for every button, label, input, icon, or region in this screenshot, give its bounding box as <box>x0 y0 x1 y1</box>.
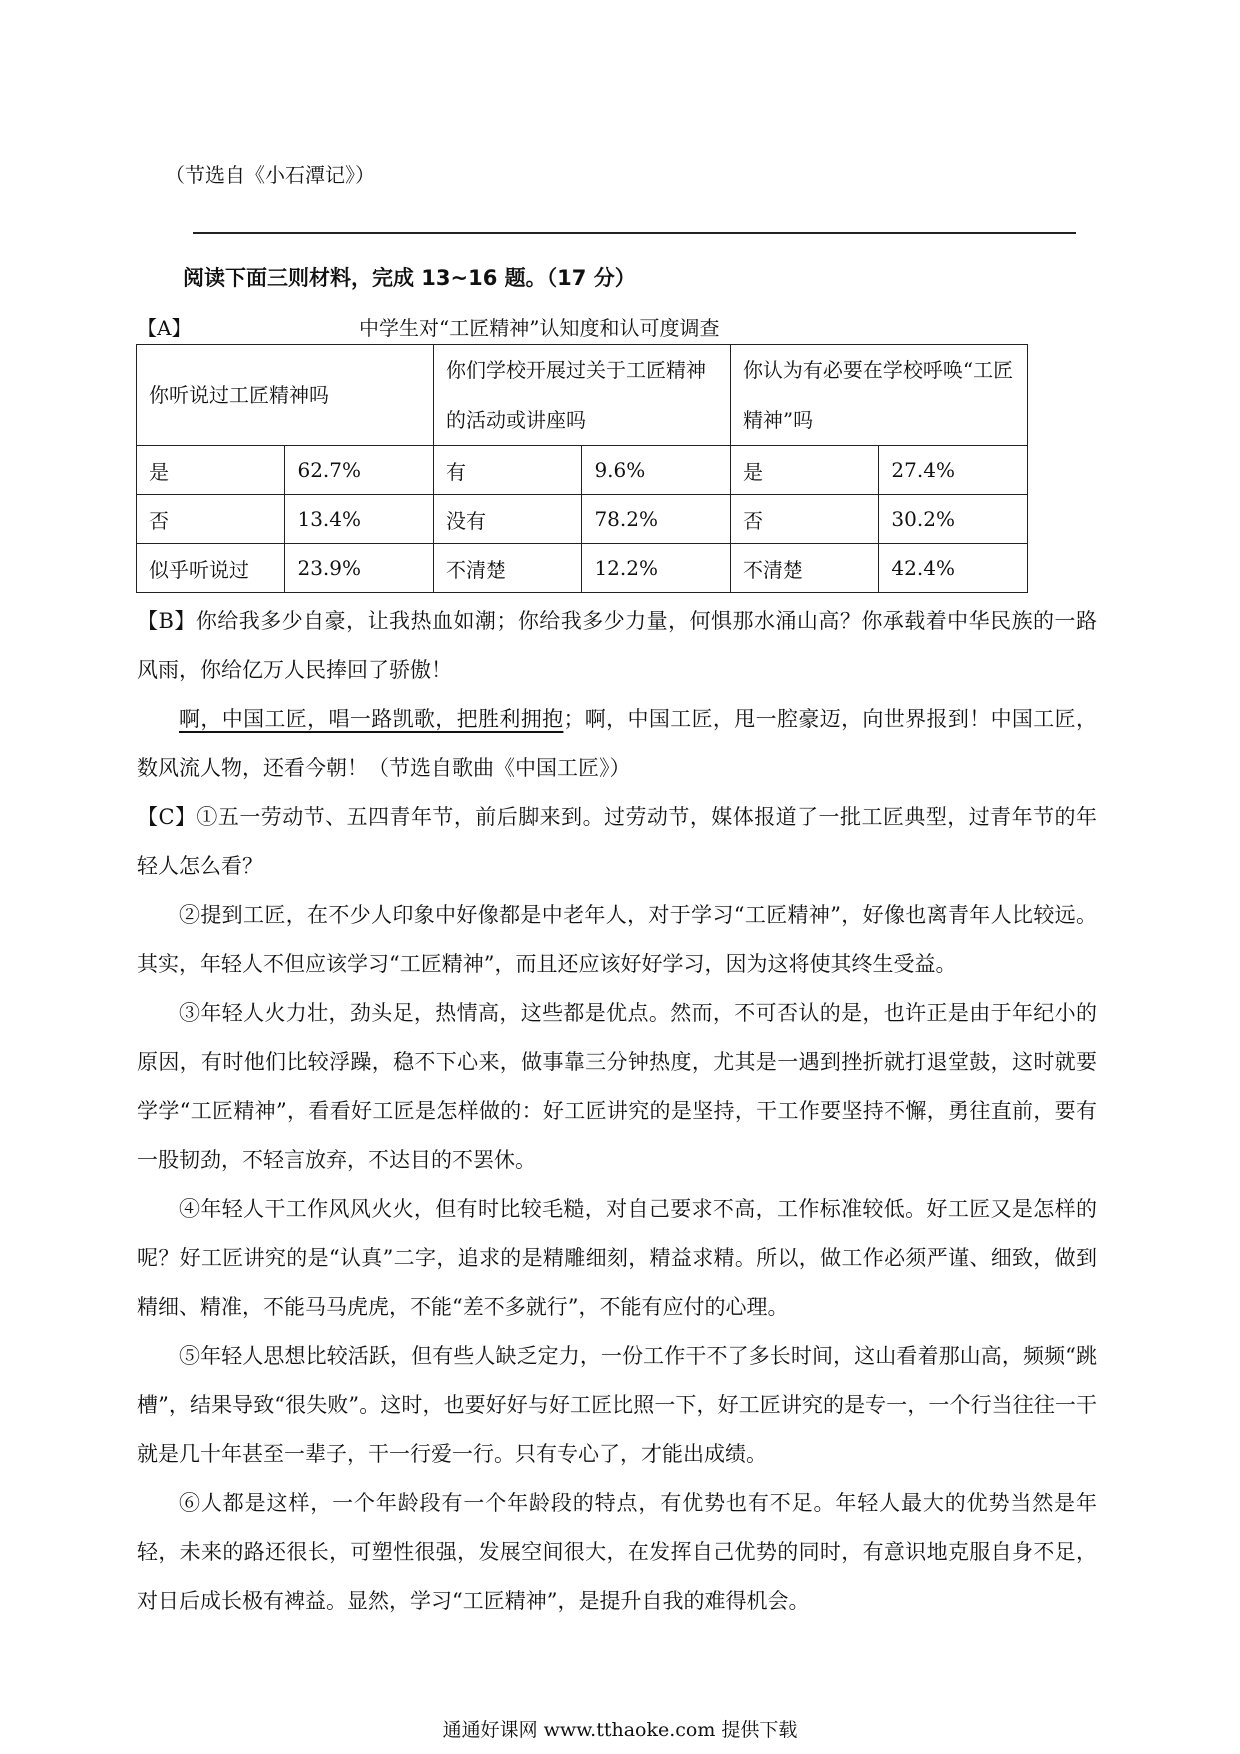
table-cell: 没有 <box>433 495 581 544</box>
table-cell: 27.4% <box>879 446 1028 495</box>
page-footer: 通通好课网 www.tthaoke.com 提供下载 <box>442 1719 798 1741</box>
material-c-paragraph-5: ⑤年轻人思想比较活跃，但有些人缺乏定力，一份工作干不了多长时间，这山看着那山高，频频“跳槽”，结果导致“很失败”。这时，也要好好与好工匠比照一下，好工匠讲究的是专一，一个行当往往一干就是几十年甚至一辈子，干一行爱一行。只有专心了，才能出成绩。 <box>137 1344 1097 1466</box>
question-instruction: 阅读下面三则材料，完成 13~16 题。（17 分） <box>183 266 636 290</box>
survey-header-row <box>137 345 1028 446</box>
table-cell: 有 <box>433 446 581 495</box>
table-cell: 不清楚 <box>433 544 581 593</box>
survey-header-cell: 你认为有必要在学校呼唤“工匠精神”吗 <box>730 345 1027 446</box>
material-c-paragraph-6: ⑥人都是这样，一个年龄段有一个年龄段的特点，有优势也有不足。年轻人最大的优势当然是年轻，未来的路还很长，可塑性很强，发展空间很大，在发挥自己优势的同时，有意识地克服自身不足，对日后成长极有裨益。显然，学习“工匠精神”，是提升自我的难得机会。 <box>137 1491 1097 1613</box>
survey-title: 中学生对“工匠精神”认知度和认可度调查 <box>359 316 720 340</box>
table-cell: 否 <box>730 495 878 544</box>
material-c <box>137 793 1097 1626</box>
table-cell: 不清楚 <box>730 544 878 593</box>
table-cell: 否 <box>137 495 285 544</box>
table-cell: 42.4% <box>879 544 1028 593</box>
material-b-paragraph-2 <box>137 695 1097 793</box>
material-c-paragraph-3: ③年轻人火力壮，劲头足，热情高，这些都是优点。然而，不可否认的是，也许正是由于年纪小的原因，有时他们比较浮躁，稳不下心来，做事靠三分钟热度，尤其是一遇到挫折就打退堂鼓，这时就要学学“工匠精神”，看看好工匠是怎样做的：好工匠讲究的是坚持，干工作要坚持不懈，勇往直前，要有一股韧劲，不轻言放弃，不达目的不罢休。 <box>137 1001 1097 1172</box>
table-row <box>137 495 1028 544</box>
table-cell: 是 <box>137 446 285 495</box>
table-cell: 78.2% <box>582 495 730 544</box>
table-cell: 13.4% <box>285 495 433 544</box>
table-cell: 30.2% <box>879 495 1028 544</box>
material-c-paragraph-4: ④年轻人干工作风风火火，但有时比较毛糙，对自己要求不高，工作标准较低。好工匠又是怎样的呢？好工匠讲究的是“认真”二字，追求的是精雕细刻，精益求精。所以，做工作必须严谨、细致，做到精细、精准，不能马马虎虎，不能“差不多就行”，不能有应付的心理。 <box>137 1197 1097 1319</box>
survey-table <box>136 344 1028 593</box>
table-cell: 12.2% <box>582 544 730 593</box>
lyric-rest: ；啊，中国工匠，甩一腔豪迈，向世界报到！中国工匠，数风流人物，还看今朝！（节选自歌曲《中国工匠》） <box>137 707 1098 780</box>
table-cell: 23.9% <box>285 544 433 593</box>
table-row <box>137 544 1028 593</box>
material-b <box>137 597 1097 793</box>
table-cell: 是 <box>730 446 878 495</box>
material-a-label: 【A】 <box>137 316 192 340</box>
material-c-paragraph-2: ②提到工匠，在不少人印象中好像都是中老年人，对于学习“工匠精神”，好像也离青年人比较远。其实，年轻人不但应该学习“工匠精神”，而且还应该好好学习，因为这将使其终生受益。 <box>137 903 1097 976</box>
underlined-lyric: 啊，中国工匠，唱一路凯歌，把胜利拥抱 <box>179 707 564 731</box>
source-note: （节选自《小石潭记》） <box>165 163 375 187</box>
table-row <box>137 446 1028 495</box>
survey-header-cell: 你们学校开展过关于工匠精神的活动或讲座吗 <box>433 345 730 446</box>
survey-header-cell: 你听说过工匠精神吗 <box>137 345 434 446</box>
section-divider <box>193 232 1076 234</box>
table-cell: 9.6% <box>582 446 730 495</box>
material-b-paragraph-1: 【B】你给我多少自豪，让我热血如潮；你给我多少力量，何惧那水涌山高？你承载着中华民族的一路风雨，你给亿万人民捧回了骄傲！ <box>137 609 1097 682</box>
table-cell: 似乎听说过 <box>137 544 285 593</box>
table-cell: 62.7% <box>285 446 433 495</box>
material-c-paragraph-1: 【C】①五一劳动节、五四青年节，前后脚来到。过劳动节，媒体报道了一批工匠典型，过青年节的年轻人怎么看？ <box>137 805 1097 878</box>
